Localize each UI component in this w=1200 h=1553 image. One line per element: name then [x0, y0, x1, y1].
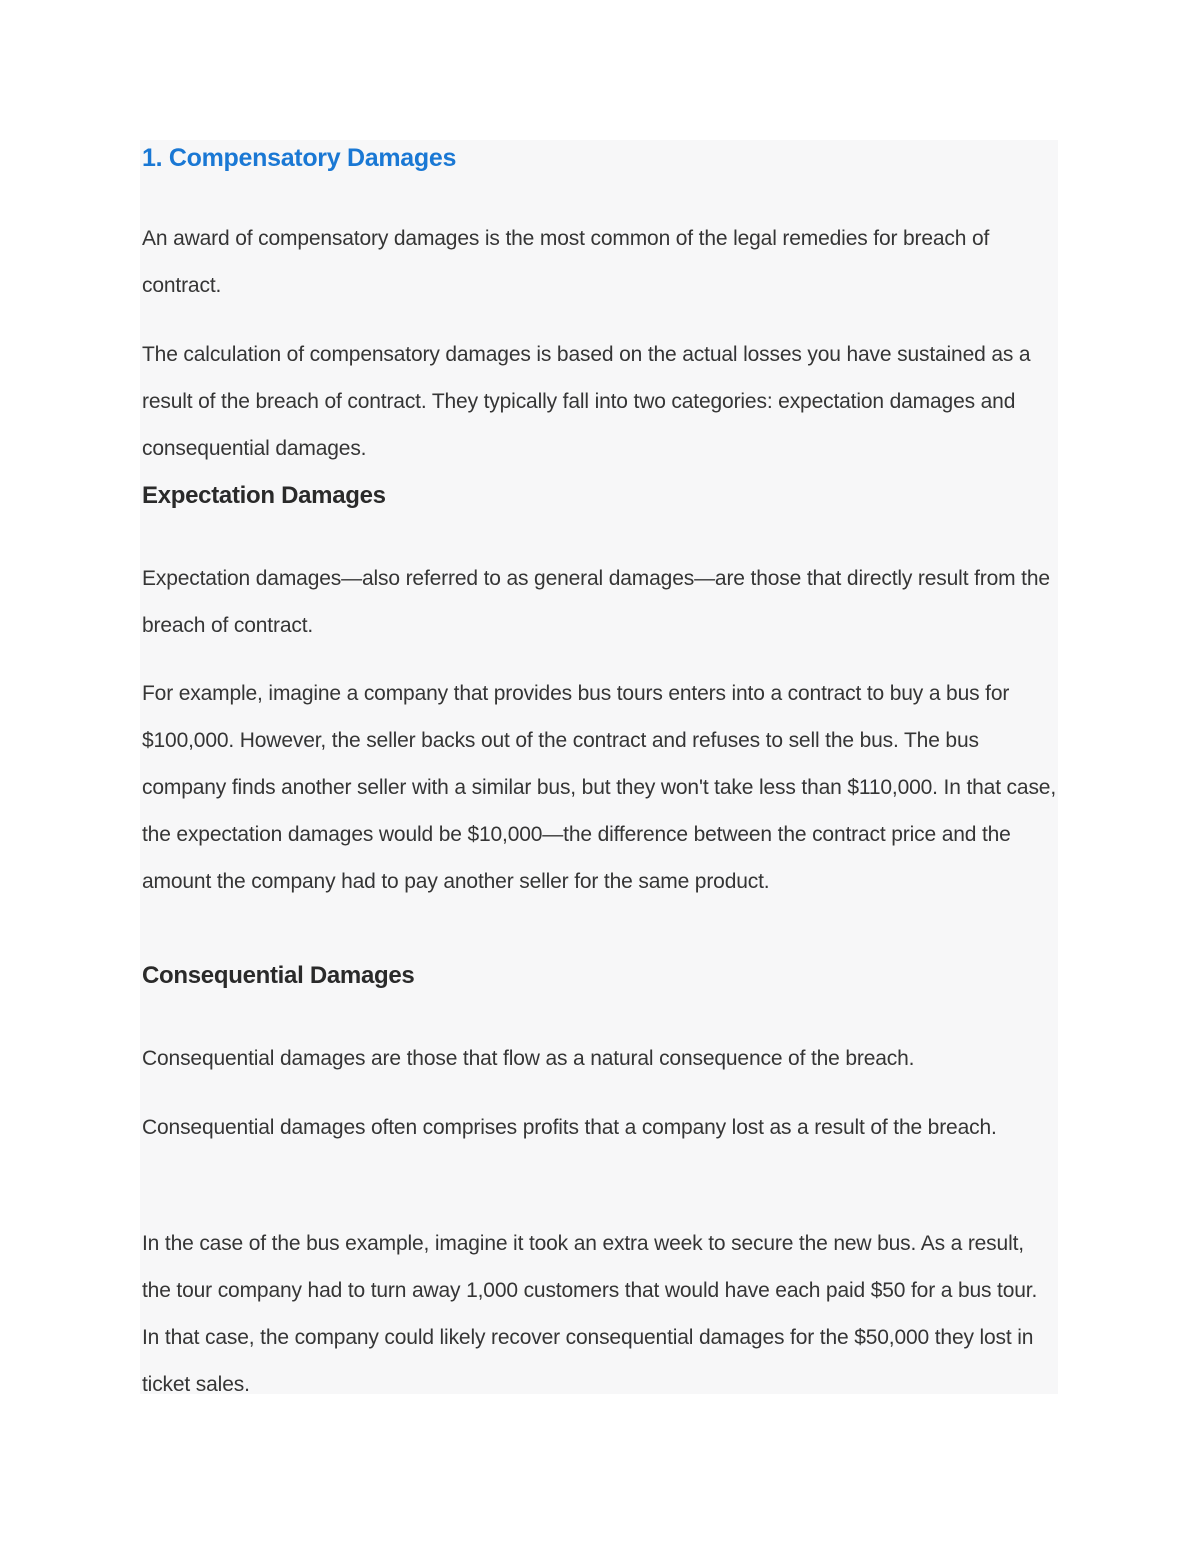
intro-paragraph-1: An award of compensatory damages is the most common of the legal remedies for breach of contract.	[142, 227, 990, 297]
subheading-expectation-damages: Expectation Damages	[142, 482, 386, 509]
section-heading-compensatory-damages: 1. Compensatory Damages	[142, 144, 457, 172]
expectation-paragraph-2: For example, imagine a company that provides bus tours enters into a contract to buy a bus for $100,000. However, the seller backs out of the contract and refuses to sell the bus. The bus company finds another seller with a similar bus, but they won't take less than $110,000. In that case, the expectation damages would be $10,000—the difference between the contract price and the amount the company had to pay another seller for the same product.	[142, 682, 1057, 893]
consequential-paragraph-2: Consequential damages often comprises profits that a company lost as a result of the breach.	[142, 1116, 997, 1139]
consequential-paragraph-3: In the case of the bus example, imagine it took an extra week to secure the new bus. As a result, the tour company had to turn away 1,000 customers that would have each paid $50 for a bus tour. In that case, the company could likely recover consequential damages for the $50,000 they lost in ticket sales.	[142, 1232, 1038, 1396]
consequential-paragraph-1: Consequential damages are those that flow as a natural consequence of the breach.	[142, 1047, 915, 1070]
intro-paragraph-2: The calculation of compensatory damages is based on the actual losses you have sustained as a result of the breach of contract. They typically fall into two categories: expectation damages and consequential damages.	[142, 343, 1031, 460]
subheading-consequential-damages: Consequential Damages	[142, 962, 415, 989]
article-content-block	[140, 140, 1058, 1394]
expectation-paragraph-1: Expectation damages—also referred to as general damages—are those that directly result from the breach of contract.	[142, 567, 1050, 637]
